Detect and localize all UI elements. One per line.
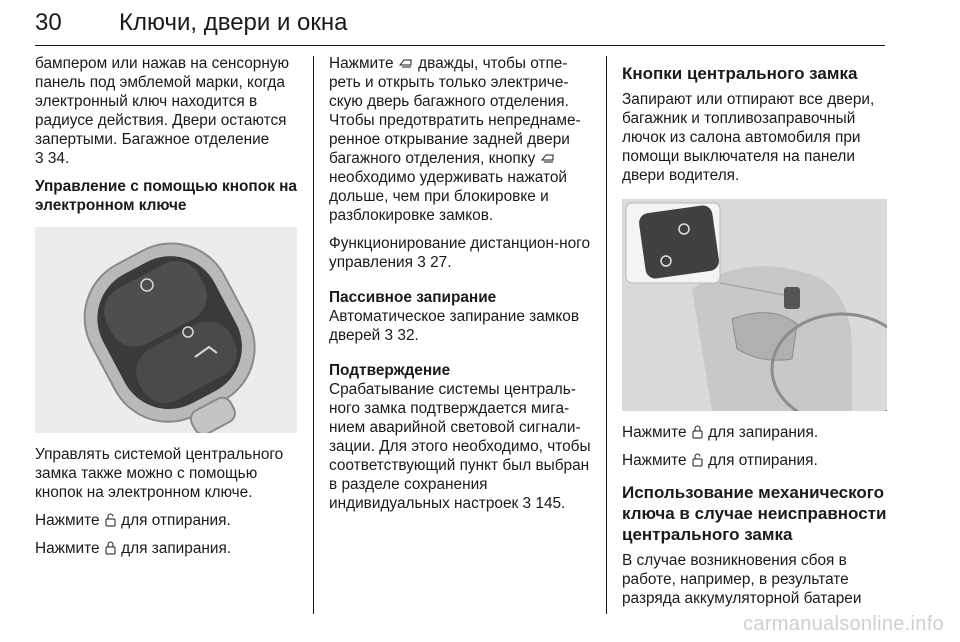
- instruction-lock: Нажмите для запирания.: [622, 424, 819, 441]
- paragraph: Нажмите дважды, чтобы отпе-реть и открыть только электриче-скую дверь багажного отделения. Чтобы предотвратить непреднаме-ренное открывание задней двери багажного отделения, кнопку необходимо удерживать нажатой дольше, чем при блокировке и разблокировке замков.: [329, 55, 581, 224]
- instruction-lock: Нажмите для запирания.: [35, 540, 232, 557]
- column-1: [35, 54, 297, 567]
- unlock-icon: [105, 513, 116, 527]
- lock-icon: [692, 425, 703, 439]
- subheading-confirmation: Подтверждение: [329, 362, 451, 379]
- page-ref[interactable]: 3 145.: [522, 495, 566, 512]
- paragraph: В случае возникновения сбоя в работе, например, в результате разряда аккумуляторной батареи: [622, 552, 862, 607]
- paragraph: Срабатывание системы централь-ного замка подтверждается мига-нием аварийной световой сигнали-зации. Для этого необходимо, чтобы соответствующий пункт был выбран в разделе сохранения индивидуальных настроек 3 145.: [329, 381, 591, 512]
- paragraph: Управлять системой центрального замка также можно с помощью кнопок на электронном ключе.: [35, 446, 284, 501]
- tailgate-icon: [399, 56, 413, 70]
- column-3: [622, 54, 887, 617]
- subheading-passive-locking: Пассивное запирание: [329, 289, 497, 306]
- column-divider: [313, 56, 314, 614]
- lock-icon: [105, 541, 116, 555]
- column-divider: [606, 56, 607, 614]
- unlock-icon: [692, 453, 703, 467]
- subheading-mechanical-key: Использование механического ключа в случае неисправности центрального замка: [622, 483, 887, 544]
- page-ref[interactable]: 3 32.: [384, 327, 419, 344]
- watermark: carmanualsonline.info: [743, 613, 944, 635]
- electronic-key-illustration: [35, 227, 297, 433]
- page-ref[interactable]: 3 34.: [35, 150, 70, 167]
- page-number: 30: [35, 9, 62, 36]
- door-panel-illustration: [622, 199, 887, 411]
- instruction-unlock: Нажмите для отпирания.: [622, 452, 818, 469]
- paragraph: Автоматическое запирание замков дверей 3 32.: [329, 308, 579, 344]
- paragraph: Запирают или отпирают все двери, багажник и топливозаправочный лючок из салона автомобиля при помощи выключателя на панели двери водителя.: [622, 91, 875, 184]
- page-header: [35, 6, 885, 40]
- column-2: [329, 54, 591, 522]
- tailgate-icon: [541, 151, 555, 165]
- paragraph: бампером или нажав на сенсорную панель под эмблемой марки, когда электронный ключ находится в радиусе действия. Двери остаются запертыми. Багажное отделение 3 34.: [35, 55, 290, 167]
- paragraph: Функционирование дистанцион-ного управления 3 27.: [329, 235, 591, 271]
- instruction-unlock: Нажмите для отпирания.: [35, 512, 231, 529]
- page-ref[interactable]: 3 27.: [417, 254, 452, 271]
- subheading-central-lock-buttons: Кнопки центрального замка: [622, 64, 858, 83]
- section-title: Ключи, двери и окна: [119, 9, 348, 36]
- subheading-key-buttons: Управление с помощью кнопок на электронном ключе: [35, 178, 297, 214]
- header-rule: [35, 45, 885, 46]
